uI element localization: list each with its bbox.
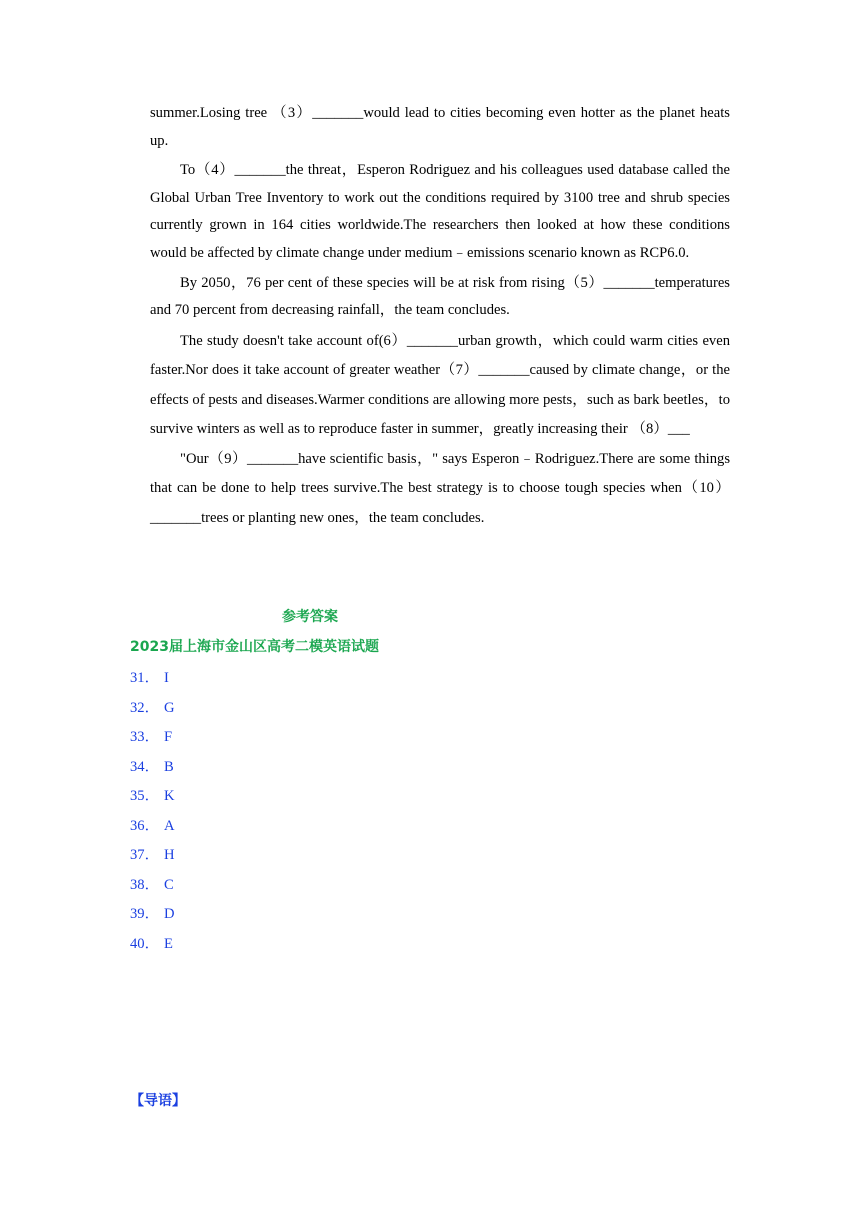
answer-number: 35． — [130, 788, 160, 804]
passage-paragraph-4: The study doesn't take account of(6）_______urban growth，which could warm cities even faster.Nor does it take account of greater weather（7）_______caused by climate change，or the effects of pests and diseases.Warmer conditions are allowing more pests，such as bark beetles，to survive winters as well as to reproduce faster in summer，greatly increasing their （8）___ — [150, 332, 730, 438]
answer-letter: G — [164, 699, 175, 716]
answer-item-33 — [130, 723, 175, 753]
answer-letter: A — [164, 817, 175, 834]
answer-item-40 — [130, 930, 175, 960]
answer-number: 33． — [130, 729, 160, 745]
passage-paragraph-5: "Our（9）_______have scientific basis，" says Esperon﹣Rodriguez.There are some things that can be done to help trees survive.The best strategy is to choose tough species when（10）_______trees or planting new ones，the team concludes. — [150, 450, 730, 526]
answer-number: 34． — [130, 758, 160, 775]
answer-number: 39． — [130, 906, 160, 922]
guide-label: 【导语】 — [130, 1093, 186, 1109]
answer-item-39 — [130, 900, 175, 930]
answer-number: 36． — [130, 817, 160, 834]
answer-item-31 — [130, 664, 175, 694]
answer-number: 38． — [130, 876, 160, 893]
answer-item-38 — [130, 871, 175, 901]
answer-list — [130, 664, 175, 959]
answer-letter: D — [164, 906, 175, 922]
answer-letter: B — [164, 758, 174, 775]
answer-item-32 — [130, 694, 175, 724]
answer-number: 40． — [130, 935, 160, 952]
answer-item-37 — [130, 841, 175, 871]
reading-passage — [150, 100, 730, 533]
exam-title: 2023届上海市金山区高考二模英语试题 — [130, 639, 379, 655]
passage-paragraph-2: To（4）_______the threat，Esperon Rodriguez and his colleagues used database called the Global Urban Tree Inventory to work out the conditions required by 3100 tree and shrub species currently grown in 164 cities worldwide.The researchers then looked at how these conditions would be affected by climate change under medium﹣emissions scenario known as RCP6.0. — [150, 162, 730, 261]
answer-letter: H — [164, 847, 175, 863]
answer-letter: E — [164, 935, 173, 952]
answers-heading: 参考答案 — [282, 609, 338, 625]
passage-paragraph-3: By 2050，76 per cent of these species will be at risk from rising（5）_______temperatures and 70 percent from decreasing rainfall，the team concludes. — [150, 274, 730, 319]
answer-item-35 — [130, 782, 175, 812]
answer-letter: C — [164, 876, 174, 893]
answer-letter: I — [164, 670, 169, 686]
passage-paragraph-1: summer.Losing tree （3）_______would lead to cities becoming even hotter as the planet heats up. — [150, 105, 730, 149]
answer-item-36 — [130, 812, 175, 842]
answer-number: 31． — [130, 670, 160, 686]
answer-item-34 — [130, 753, 175, 783]
answer-letter: F — [164, 729, 173, 745]
answer-letter: K — [164, 788, 175, 804]
answer-number: 32． — [130, 699, 160, 716]
answer-number: 37． — [130, 847, 160, 863]
